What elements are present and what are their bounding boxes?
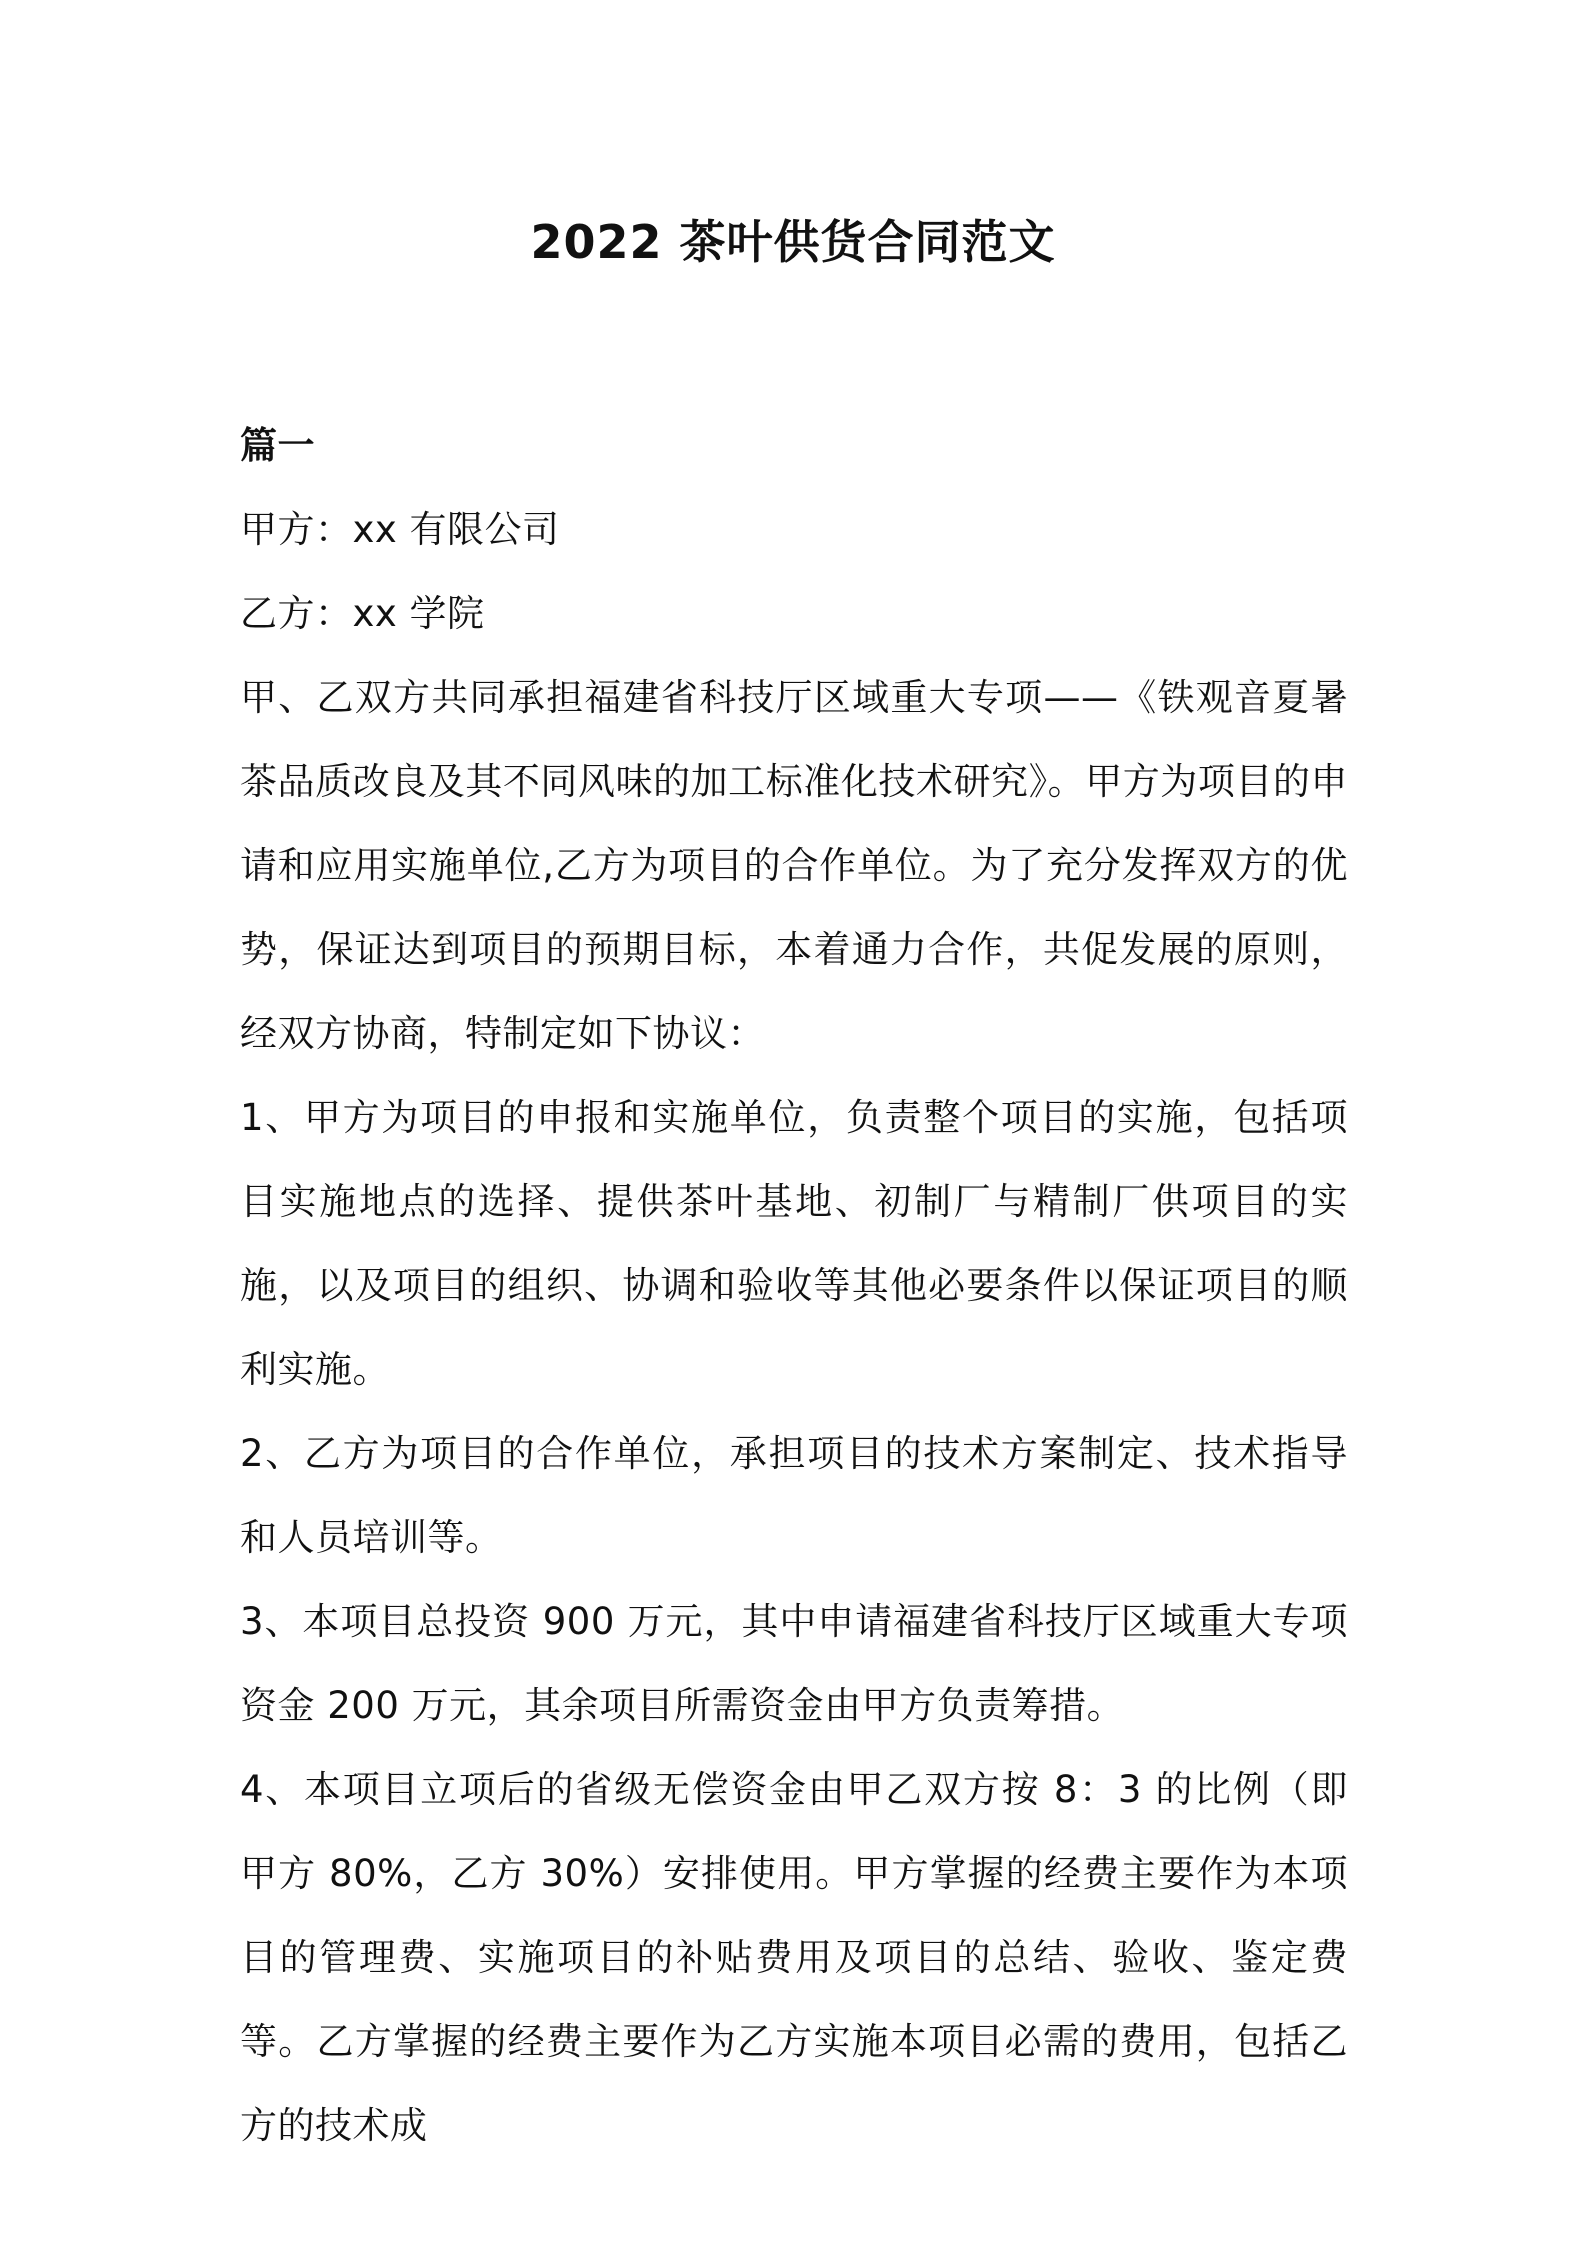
paragraph-intro: 甲、乙双方共同承担福建省科技厅区域重大专项——《铁观音夏暑茶品质改良及其不同风味的加工标准化技术研究》。甲方为项目的申请和应用实施单位,乙方为项目的合作单位。为了充分发挥双方的优势，保证达到项目的预期目标，本着通力合作，共促发展的原则，经双方协商，特制定如下协议： — [240, 676, 1348, 1055]
party-b-line: 乙方：xx 学院 — [240, 592, 485, 635]
document-body — [240, 404, 1348, 2168]
paragraph-clause-1: 1、甲方为项目的申报和实施单位，负责整个项目的实施，包括项目实施地点的选择、提供茶叶基地、初制厂与精制厂供项目的实施，以及项目的组织、协调和验收等其他必要条件以保证项目的顺利实施。 — [240, 1096, 1348, 1391]
paragraph-clause-4: 4、本项目立项后的省级无偿资金由甲乙双方按 8：3 的比例（即甲方 80%，乙方 30%）安排使用。甲方掌握的经费主要作为本项目的管理费、实施项目的补贴费用及项目的总结、验收、鉴定费等。乙方掌握的经费主要作为乙方实施本项目必需的费用，包括乙方的技术成 — [240, 1768, 1348, 2147]
party-a-line: 甲方：xx 有限公司 — [240, 508, 560, 551]
document-title: 2022 茶叶供货合同范文 — [530, 215, 1056, 269]
section-label: 篇一 — [240, 424, 315, 467]
paragraph-clause-3: 3、本项目总投资 900 万元，其中申请福建省科技厅区域重大专项资金 200 万元，其余项目所需资金由甲方负责筹措。 — [240, 1600, 1348, 1727]
paragraph-clause-2: 2、乙方为项目的合作单位，承担项目的技术方案制定、技术指导和人员培训等。 — [240, 1432, 1348, 1559]
